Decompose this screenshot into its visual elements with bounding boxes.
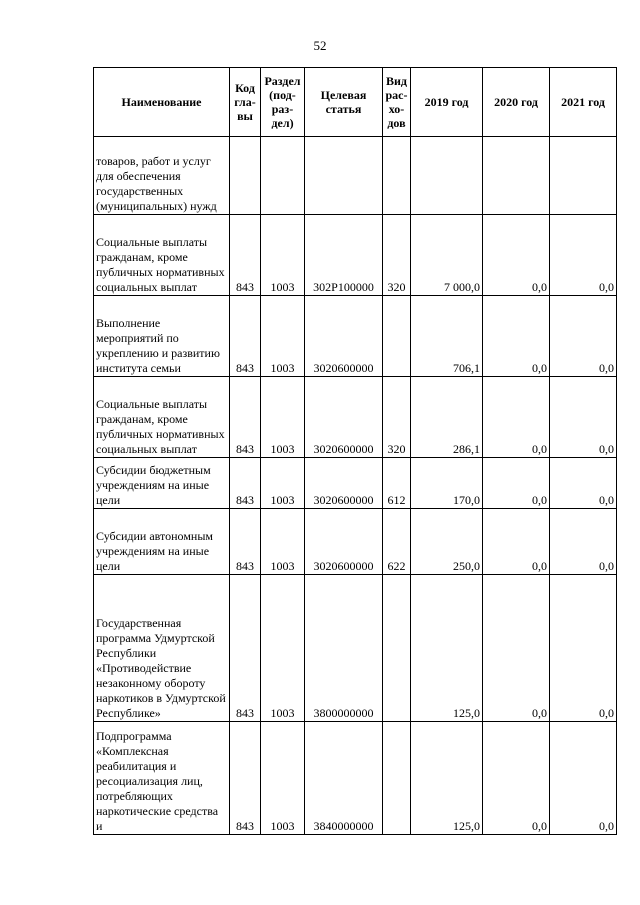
header-2019: 2019 год bbox=[411, 68, 483, 137]
table-row bbox=[94, 458, 617, 509]
cell-2021: 0,0 bbox=[550, 296, 617, 377]
cell-section: 1003 bbox=[261, 575, 305, 722]
cell-2019: 125,0 bbox=[411, 575, 483, 722]
cell-2021: 0,0 bbox=[550, 575, 617, 722]
cell-code: 843 bbox=[230, 509, 261, 575]
cell-section: 1003 bbox=[261, 377, 305, 458]
cell-2020: 0,0 bbox=[483, 377, 550, 458]
cell-target: 3020600000 bbox=[305, 509, 383, 575]
cell-2021: 0,0 bbox=[550, 377, 617, 458]
cell-2020 bbox=[483, 137, 550, 215]
budget-table bbox=[93, 67, 617, 835]
cell-2019 bbox=[411, 137, 483, 215]
cell-target: 3020600000 bbox=[305, 458, 383, 509]
cell-target: 3020600000 bbox=[305, 377, 383, 458]
cell-target bbox=[305, 137, 383, 215]
cell-type: 612 bbox=[383, 458, 411, 509]
cell-section: 1003 bbox=[261, 509, 305, 575]
cell-code bbox=[230, 137, 261, 215]
cell-2021: 0,0 bbox=[550, 458, 617, 509]
cell-2019: 286,1 bbox=[411, 377, 483, 458]
cell-name: Выполнение мероприятий по укреплению и развитию института семьи bbox=[94, 296, 230, 377]
table-row bbox=[94, 296, 617, 377]
cell-2019: 170,0 bbox=[411, 458, 483, 509]
cell-target: 302P100000 bbox=[305, 215, 383, 296]
header-name: Наименование bbox=[94, 68, 230, 137]
cell-section: 1003 bbox=[261, 215, 305, 296]
page-number: 52 bbox=[313, 38, 327, 53]
cell-2019: 706,1 bbox=[411, 296, 483, 377]
header-code: Код гла-вы bbox=[230, 68, 261, 137]
cell-2020: 0,0 bbox=[483, 509, 550, 575]
cell-2020: 0,0 bbox=[483, 722, 550, 835]
header-2021: 2021 год bbox=[550, 68, 617, 137]
cell-type bbox=[383, 137, 411, 215]
cell-name: Субсидии бюджетным учреждениям на иные цели bbox=[94, 458, 230, 509]
cell-name: Социальные выплаты гражданам, кроме публичных нормативных социальных выплат bbox=[94, 215, 230, 296]
cell-type bbox=[383, 296, 411, 377]
cell-target: 3020600000 bbox=[305, 296, 383, 377]
table-row bbox=[94, 722, 617, 835]
table-row bbox=[94, 137, 617, 215]
table-row bbox=[94, 575, 617, 722]
cell-2020: 0,0 bbox=[483, 215, 550, 296]
cell-2020: 0,0 bbox=[483, 296, 550, 377]
cell-name: Государственная программа Удмуртской Республики «Противодействие незаконному обороту наркотиков в Удмуртской Республике» bbox=[94, 575, 230, 722]
cell-2019: 125,0 bbox=[411, 722, 483, 835]
cell-name: Социальные выплаты гражданам, кроме публичных нормативных социальных выплат bbox=[94, 377, 230, 458]
cell-type: 320 bbox=[383, 377, 411, 458]
cell-section: 1003 bbox=[261, 722, 305, 835]
cell-2021 bbox=[550, 137, 617, 215]
cell-2021: 0,0 bbox=[550, 509, 617, 575]
cell-2019: 250,0 bbox=[411, 509, 483, 575]
header-row bbox=[94, 68, 617, 137]
cell-2019: 7 000,0 bbox=[411, 215, 483, 296]
cell-2021: 0,0 bbox=[550, 215, 617, 296]
table-row bbox=[94, 215, 617, 296]
header-2020: 2020 год bbox=[483, 68, 550, 137]
cell-name: Субсидии автономным учреждениям на иные цели bbox=[94, 509, 230, 575]
cell-code: 843 bbox=[230, 296, 261, 377]
header-type: Вид рас-хо-дов bbox=[383, 68, 411, 137]
cell-section: 1003 bbox=[261, 296, 305, 377]
cell-target: 3800000000 bbox=[305, 575, 383, 722]
cell-code: 843 bbox=[230, 377, 261, 458]
cell-section bbox=[261, 137, 305, 215]
header-target: Целевая статья bbox=[305, 68, 383, 137]
cell-name: товаров, работ и услуг для обеспечения государственных (муниципальных) нужд bbox=[94, 137, 230, 215]
cell-type: 622 bbox=[383, 509, 411, 575]
cell-2020: 0,0 bbox=[483, 458, 550, 509]
cell-type: 320 bbox=[383, 215, 411, 296]
cell-type bbox=[383, 575, 411, 722]
cell-target: 3840000000 bbox=[305, 722, 383, 835]
table-row bbox=[94, 509, 617, 575]
cell-code: 843 bbox=[230, 575, 261, 722]
cell-code: 843 bbox=[230, 458, 261, 509]
header-section: Раздел (под-раз-дел) bbox=[261, 68, 305, 137]
cell-2021: 0,0 bbox=[550, 722, 617, 835]
cell-code: 843 bbox=[230, 722, 261, 835]
table-row bbox=[94, 377, 617, 458]
cell-code: 843 bbox=[230, 215, 261, 296]
cell-section: 1003 bbox=[261, 458, 305, 509]
cell-2020: 0,0 bbox=[483, 575, 550, 722]
cell-type bbox=[383, 722, 411, 835]
cell-name: Подпрограмма «Комплексная реабилитация и ресоциализация лиц, потребляющих наркотические средства и bbox=[94, 722, 230, 835]
